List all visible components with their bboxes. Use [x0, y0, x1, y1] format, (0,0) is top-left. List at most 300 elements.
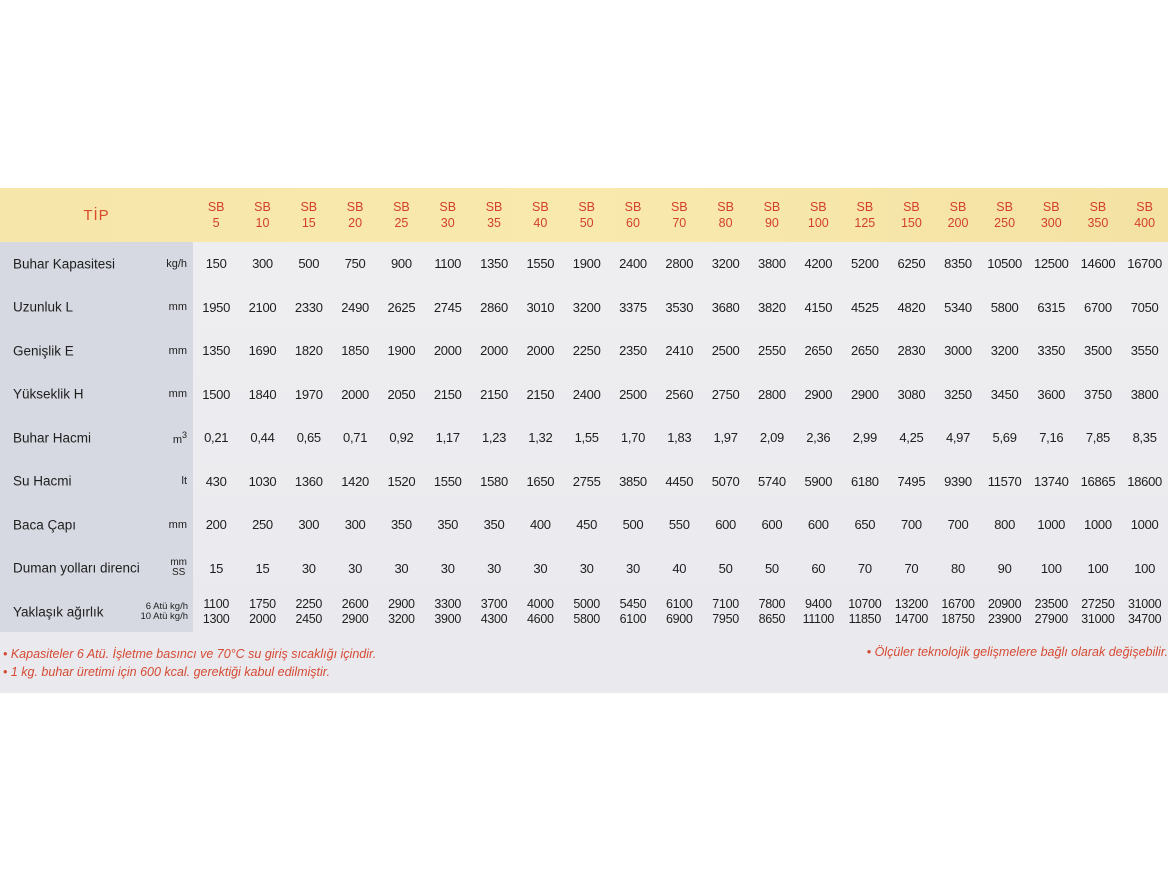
- row-unit: [173, 430, 187, 446]
- type-number: 250: [994, 216, 1016, 230]
- type-number: 100: [807, 216, 829, 230]
- table-cell: 3800: [1130, 386, 1159, 402]
- table-cell: 40: [672, 560, 687, 576]
- row-unit: [169, 388, 187, 400]
- type-header-cell: [981, 188, 1028, 242]
- table-cell: [795, 590, 841, 633]
- table-cell: 30: [533, 560, 548, 576]
- type-prefix: SB: [1136, 200, 1153, 214]
- table-cell: 2000: [341, 386, 369, 402]
- weight-6atu: 5000: [573, 596, 600, 611]
- table-cell: 2000: [526, 343, 555, 359]
- type-prefix: SB: [763, 200, 781, 214]
- table-cell: 30: [579, 560, 594, 576]
- table-cell: 3200: [990, 343, 1019, 359]
- row-unit-bottom: SS: [171, 567, 186, 579]
- weight-6atu: 13200: [894, 596, 929, 611]
- type-number: 150: [900, 216, 922, 230]
- table-cell: 350: [437, 517, 459, 533]
- type-prefix: SB: [207, 200, 225, 214]
- table-cell: [239, 590, 285, 633]
- table-row-weight: [0, 590, 1168, 633]
- table-cell: 50: [764, 560, 779, 576]
- table-cell: 90: [997, 560, 1012, 576]
- table-cell: 70: [904, 560, 919, 576]
- weight-10atu: 4600: [527, 611, 554, 626]
- table-cell: 1350: [480, 256, 508, 272]
- type-prefix: SB: [393, 200, 410, 214]
- row-unit: [169, 345, 187, 357]
- table-cell: 12500: [1033, 256, 1069, 272]
- table-cell: 1420: [341, 473, 369, 489]
- type-prefix: SB: [717, 200, 734, 214]
- table-cell: [378, 590, 424, 633]
- table-cell: 2000: [433, 343, 462, 359]
- table-cell: 2150: [526, 386, 555, 402]
- type-number: 15: [301, 216, 316, 230]
- table-cell: 2150: [433, 386, 462, 402]
- table-cell: 7,16: [1039, 430, 1064, 446]
- weight-10atu: 2900: [341, 611, 369, 626]
- table-cell: 16700: [1127, 256, 1162, 272]
- weight-6atu: 1750: [249, 596, 276, 611]
- type-prefix: SB: [996, 200, 1013, 214]
- table-cell: 0,21: [204, 430, 229, 446]
- table-cell: 3530: [665, 299, 694, 315]
- type-prefix: SB: [1089, 200, 1107, 214]
- type-header-cell: [749, 188, 795, 242]
- table-cell: 2800: [665, 256, 694, 272]
- table-cell: 2800: [758, 386, 786, 402]
- table-cell: 30: [394, 560, 409, 576]
- table-cell: 5200: [850, 256, 879, 272]
- table-cell: 4,97: [945, 430, 971, 446]
- table-cell: 2900: [804, 386, 833, 402]
- table-cell: 70: [857, 560, 872, 576]
- footnote-dimensions: • Ölçüler teknolojik gelişmelere bağlı olarak değişebilir.: [866, 645, 1168, 659]
- type-number: 35: [487, 216, 501, 230]
- table-cell: 30: [487, 560, 501, 576]
- row-label-name: Su Hacmi: [13, 473, 72, 489]
- weight-10atu: 27900: [1034, 611, 1068, 626]
- weight-10atu: 1300: [202, 611, 230, 626]
- weight-10atu: 4300: [480, 611, 508, 626]
- table-cell: [286, 590, 332, 633]
- table-cell: 450: [576, 517, 598, 533]
- table-cell: 3750: [1084, 386, 1112, 402]
- weight-6atu: 4000: [527, 596, 554, 611]
- type-header-cell: [564, 188, 610, 242]
- row-label-cell: [0, 460, 193, 504]
- type-header-cell: [286, 188, 332, 242]
- table-cell: 200: [205, 517, 227, 533]
- type-number: 25: [394, 216, 409, 230]
- table-cell: 1360: [294, 473, 323, 489]
- row-label: [0, 503, 193, 547]
- row-label-cell: [0, 286, 193, 330]
- table-cell: 2550: [758, 343, 786, 359]
- row-unit: [169, 519, 187, 531]
- table-cell: 2490: [341, 299, 369, 315]
- table-cell: 8350: [944, 256, 972, 272]
- table-cell: [1075, 590, 1122, 633]
- table-cell: 18600: [1127, 473, 1162, 489]
- table-cell: 2050: [387, 386, 416, 402]
- table-cell: [749, 590, 795, 633]
- row-label: [0, 286, 193, 330]
- table-row: [0, 373, 1168, 417]
- weight-6atu: 31000: [1127, 596, 1162, 611]
- type-header-cell: [517, 188, 563, 242]
- table-cell: 700: [901, 517, 922, 533]
- type-prefix: SB: [809, 200, 827, 214]
- row-label-cell: [0, 503, 193, 547]
- type-prefix: SB: [346, 200, 364, 214]
- type-number: 200: [947, 216, 969, 230]
- table-cell: 2000: [480, 343, 508, 359]
- row-unit-top: 6 Atü kg/h: [145, 600, 188, 612]
- type-number: 90: [764, 216, 779, 230]
- table-cell: 3500: [1084, 343, 1112, 359]
- type-number: 50: [579, 216, 594, 230]
- table-cell: [1121, 590, 1168, 633]
- row-label-cell: [0, 242, 193, 286]
- table-cell: 100: [1040, 560, 1062, 576]
- weight-10atu: 11100: [802, 611, 834, 626]
- table-cell: 1,17: [435, 430, 460, 446]
- table-cell: 1690: [248, 343, 277, 359]
- table-cell: 4820: [897, 299, 926, 315]
- footnotes: [3, 645, 376, 681]
- boiler-spec-table: [0, 188, 1168, 633]
- table-cell: 650: [854, 517, 876, 533]
- table-cell: 30: [348, 560, 363, 576]
- type-prefix: SB: [670, 200, 688, 214]
- weight-6atu: 9400: [805, 596, 832, 611]
- table-cell: 6180: [850, 473, 879, 489]
- weight-10atu: 6900: [665, 611, 693, 626]
- table-cell: 2150: [480, 386, 508, 402]
- table-cell: 0,71: [343, 430, 368, 446]
- weight-10atu: 11850: [848, 611, 881, 626]
- type-prefix: SB: [300, 200, 318, 214]
- row-label: [0, 460, 193, 504]
- row-unit-text: mm: [168, 518, 187, 531]
- table-cell: 600: [807, 517, 829, 533]
- table-cell: 2900: [850, 386, 879, 402]
- table-cell: 3600: [1037, 386, 1066, 402]
- table-cell: 0,65: [296, 430, 321, 446]
- row-label-cell: [0, 547, 193, 591]
- type-prefix: SB: [1042, 200, 1060, 214]
- table-cell: 2625: [387, 299, 416, 315]
- table-cell: 700: [947, 517, 969, 533]
- table-cell: 3200: [572, 299, 601, 315]
- table-cell: 1,32: [528, 430, 553, 446]
- table-row: [0, 242, 1168, 286]
- table-cell: 500: [298, 256, 320, 272]
- table-cell: 4450: [665, 473, 694, 489]
- table-cell: 1850: [341, 343, 369, 359]
- type-header-cell: [795, 188, 841, 242]
- table-cell: [981, 590, 1028, 633]
- table-cell: [193, 590, 239, 633]
- type-header-cell: [935, 188, 982, 242]
- table-cell: 1000: [1130, 517, 1159, 533]
- table-row: [0, 547, 1168, 591]
- weight-6atu: 20900: [987, 596, 1022, 611]
- table-cell: 3800: [758, 256, 786, 272]
- type-number: 30: [440, 216, 455, 230]
- table-cell: 2,99: [852, 430, 877, 446]
- table-cell: 7050: [1130, 299, 1159, 315]
- table-cell: [935, 590, 982, 633]
- table-cell: 7,85: [1085, 430, 1110, 446]
- weight-6atu: 3300: [434, 596, 462, 611]
- type-header-cell: [610, 188, 656, 242]
- table-cell: 2650: [850, 343, 879, 359]
- table-cell: [656, 590, 702, 633]
- table-cell: 1580: [480, 473, 508, 489]
- table-cell: 6250: [897, 256, 926, 272]
- table-cell: 750: [344, 256, 366, 272]
- table-cell: 800: [994, 517, 1015, 533]
- row-label-name: Duman yolları direnci: [13, 560, 140, 576]
- type-header-cell: [193, 188, 239, 242]
- weight-10atu: 5800: [573, 611, 600, 626]
- table-cell: 2755: [572, 473, 601, 489]
- weight-6atu: 5450: [619, 596, 647, 611]
- table-cell: 7495: [897, 473, 926, 489]
- table-cell: 600: [715, 517, 736, 533]
- table-cell: 5740: [758, 473, 786, 489]
- row-unit: [169, 301, 187, 313]
- type-number: 125: [854, 216, 876, 230]
- weight-6atu: 1100: [203, 596, 229, 611]
- table-cell: 13740: [1033, 473, 1069, 489]
- table-cell: 3250: [944, 386, 972, 402]
- row-label: [0, 373, 193, 417]
- table-cell: 2400: [619, 256, 647, 272]
- table-cell: 3375: [619, 299, 647, 315]
- row-unit-bottom: 10 Atü kg/h: [140, 610, 188, 622]
- table-cell: 5,69: [992, 430, 1017, 446]
- table-cell: 3550: [1130, 343, 1159, 359]
- table-cell: 300: [344, 517, 366, 533]
- row-label: [0, 242, 193, 286]
- type-prefix: SB: [624, 200, 642, 214]
- row-unit-text: lt: [181, 475, 187, 488]
- table-cell: 400: [529, 517, 551, 533]
- weight-10atu: 3200: [388, 611, 415, 626]
- type-number: 5: [212, 216, 220, 230]
- row-unit-text: mm: [168, 388, 187, 401]
- weight-10atu: 18750: [941, 611, 975, 626]
- weight-10atu: 8650: [758, 611, 786, 626]
- type-prefix: SB: [578, 200, 595, 214]
- table-cell: 150: [205, 256, 227, 272]
- type-header-cell: [1028, 188, 1075, 242]
- tip-label: TİP: [83, 206, 110, 224]
- table-cell: 2830: [897, 343, 926, 359]
- row-label: [0, 547, 193, 591]
- weight-6atu: 16700: [941, 596, 975, 611]
- row-label: [0, 329, 193, 373]
- type-prefix: SB: [856, 200, 874, 214]
- table-cell: 2410: [665, 343, 694, 359]
- table-cell: [610, 590, 656, 633]
- type-header-cell: [702, 188, 748, 242]
- table-cell: 3450: [990, 386, 1019, 402]
- row-unit-text: mm: [168, 301, 187, 314]
- type-header-cell: [378, 188, 424, 242]
- table-cell: 1650: [526, 473, 555, 489]
- table-cell: 2,09: [759, 430, 784, 446]
- table-row: [0, 329, 1168, 373]
- row-unit-text: kg/h: [166, 257, 187, 270]
- table-cell: 1550: [433, 473, 462, 489]
- table-cell: 11570: [987, 473, 1022, 489]
- type-header-cell: [471, 188, 517, 242]
- table-cell: 2500: [619, 386, 647, 402]
- type-prefix: SB: [439, 200, 457, 214]
- table-row: [0, 286, 1168, 330]
- weight-6atu: 3700: [480, 596, 508, 611]
- table-cell: [471, 590, 517, 633]
- table-cell: 1520: [387, 473, 416, 489]
- row-label-name: Uzunluk L: [13, 299, 74, 315]
- type-number: 400: [1134, 216, 1156, 230]
- type-header-cell: [888, 188, 935, 242]
- table-cell: 900: [391, 256, 412, 272]
- table-cell: 1,55: [574, 430, 599, 446]
- table-cell: 3350: [1037, 343, 1066, 359]
- weight-6atu: 2600: [341, 596, 369, 611]
- table-cell: 30: [301, 560, 316, 576]
- type-number: 300: [1040, 216, 1062, 230]
- type-header-cell: [425, 188, 471, 242]
- table-cell: 2330: [294, 299, 323, 315]
- table-cell: 2650: [804, 343, 833, 359]
- table-cell: 1500: [202, 386, 231, 402]
- type-header-cell: [842, 188, 889, 242]
- row-label: [0, 416, 193, 460]
- row-label-cell: [0, 416, 193, 460]
- table-cell: 300: [298, 517, 320, 533]
- table-cell: 2250: [572, 343, 601, 359]
- type-number: 10: [255, 216, 270, 230]
- weight-10atu: 7950: [712, 611, 739, 626]
- table-cell: 100: [1087, 560, 1109, 576]
- table-cell: 1030: [248, 473, 277, 489]
- row-unit-superscript: 3: [181, 429, 187, 440]
- table-cell: 2560: [665, 386, 694, 402]
- table-cell: 3080: [897, 386, 926, 402]
- table-cell: 1000: [1084, 517, 1112, 533]
- table-cell: [1028, 590, 1075, 633]
- table-cell: [702, 590, 748, 633]
- table-cell: 2500: [711, 343, 740, 359]
- table-cell: 60: [811, 560, 826, 576]
- table-cell: [842, 590, 889, 633]
- weight-6atu: 27250: [1081, 596, 1115, 611]
- table-cell: 14600: [1080, 256, 1116, 272]
- table-cell: 6700: [1084, 299, 1112, 315]
- row-label-name: Buhar Kapasitesi: [13, 256, 116, 272]
- row-unit-top: mm: [170, 557, 187, 569]
- table-cell: 3010: [526, 299, 555, 315]
- table-cell: 100: [1134, 560, 1156, 576]
- table-cell: 50: [718, 560, 733, 576]
- table-cell: 30: [626, 560, 640, 576]
- table-cell: 500: [622, 517, 644, 533]
- table-cell: 300: [252, 256, 273, 272]
- table-cell: 3000: [944, 343, 972, 359]
- table-cell: 1,83: [667, 430, 692, 446]
- table-cell: 1000: [1037, 517, 1066, 533]
- table-cell: 250: [252, 517, 273, 533]
- weight-10atu: 6100: [619, 611, 647, 626]
- row-label-name: Genişlik E: [13, 343, 74, 359]
- table-cell: [564, 590, 610, 633]
- table-cell: 1820: [294, 343, 323, 359]
- table-cell: 5340: [944, 299, 972, 315]
- table-cell: 1,70: [620, 430, 646, 446]
- table-cell: 3850: [619, 473, 647, 489]
- type-header-cell: [1121, 188, 1168, 242]
- table-cell: 5900: [804, 473, 833, 489]
- type-number: 80: [718, 216, 733, 230]
- table-cell: 4150: [804, 299, 833, 315]
- table-cell: 350: [483, 517, 505, 533]
- table-cell: 80: [951, 560, 965, 576]
- table-cell: 1900: [387, 343, 416, 359]
- table-cell: 0,92: [389, 430, 414, 446]
- table-cell: 1100: [434, 256, 462, 272]
- row-unit: [166, 258, 187, 270]
- footnote-capacity: • Kapasiteler 6 Atü. İşletme basıncı ve 70°C su giriş sıcaklığı içindir.: [3, 647, 377, 661]
- type-number: 40: [533, 216, 548, 230]
- table-cell: [425, 590, 471, 633]
- type-number: 20: [348, 216, 363, 230]
- row-label-cell: [0, 329, 193, 373]
- type-header-cell: [332, 188, 378, 242]
- table-row: [0, 460, 1168, 504]
- table-cell: 1,23: [481, 430, 507, 446]
- header-row: [0, 188, 1168, 242]
- table-cell: 2400: [572, 386, 601, 402]
- table-cell: 30: [440, 560, 455, 576]
- row-label-name: Yükseklik H: [13, 386, 84, 402]
- type-number: 350: [1087, 216, 1109, 230]
- row-label-cell: [0, 373, 193, 417]
- table-cell: [332, 590, 378, 633]
- table-cell: [888, 590, 935, 633]
- table-cell: 350: [391, 517, 412, 533]
- type-prefix: SB: [254, 200, 271, 214]
- weight-6atu: 23500: [1034, 596, 1068, 611]
- footnote-kcal: • 1 kg. buhar üretimi için 600 kcal. gerektiği kabul edilmiştir.: [3, 665, 330, 679]
- weight-10atu: 31000: [1081, 611, 1115, 626]
- row-unit: [170, 558, 187, 578]
- row-label-cell: [0, 590, 193, 633]
- table-cell: 2750: [711, 386, 740, 402]
- table-row: [0, 503, 1168, 547]
- table-cell: 1950: [202, 299, 231, 315]
- table-cell: 3680: [711, 299, 740, 315]
- weight-6atu: 10700: [848, 596, 882, 611]
- table-cell: 2860: [480, 299, 508, 315]
